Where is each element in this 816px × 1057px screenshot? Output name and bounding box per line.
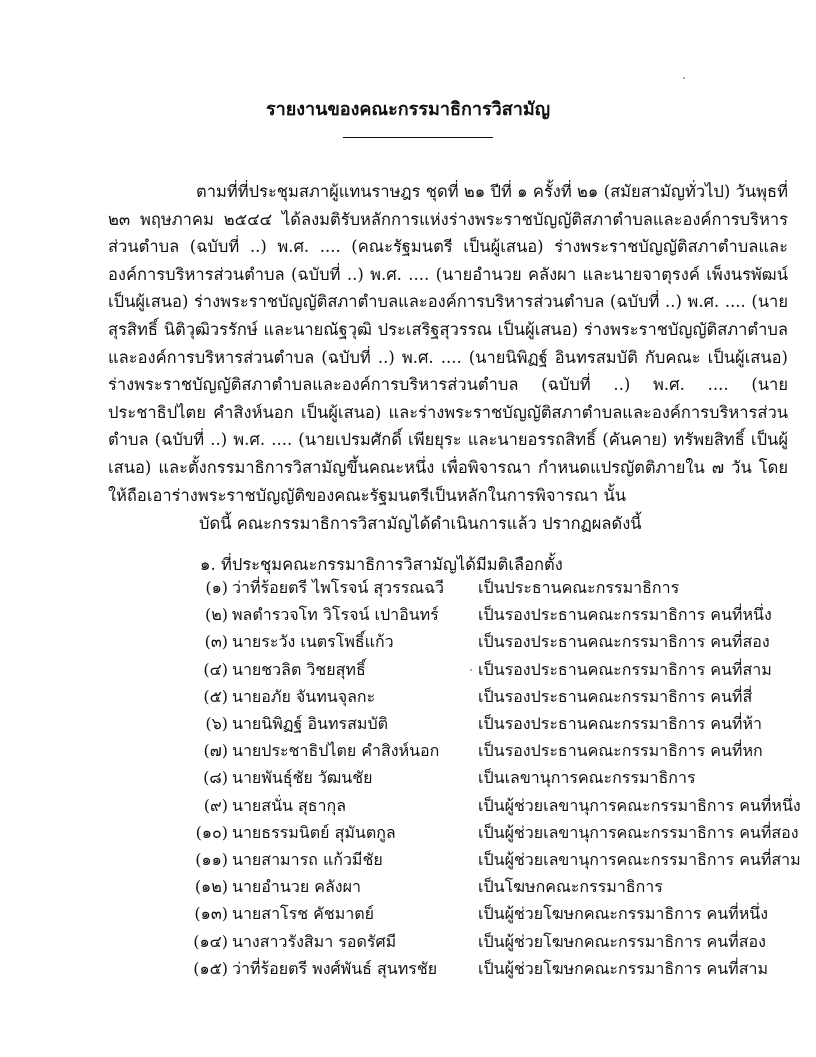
member-row (0, 930, 816, 957)
member-position: เป็นประธานคณะกรรมาธิการ (478, 578, 680, 597)
status-line: บัดนี้ คณะกรรมาธิการวิสามัญได้ดำเนินการแล้ว ปรากฏผลดังนี้ (199, 514, 642, 533)
member-row (0, 766, 816, 793)
member-position: เป็นผู้ช่วยเลขานุการคณะกรรมาธิการ คนที่หนึ่ง (478, 795, 801, 815)
member-row (0, 902, 816, 929)
member-row (0, 603, 816, 630)
member-row (0, 630, 816, 657)
member-number: (๑) (205, 578, 228, 597)
member-row (0, 739, 816, 766)
member-position: เป็นรองประธานคณะกรรมาธิการ คนที่หนึ่ง (478, 605, 772, 625)
member-row (0, 658, 816, 685)
member-position: เป็นผู้ช่วยโฆษกคณะกรรมาธิการ คนที่สาม (478, 958, 769, 978)
scan-speck (470, 669, 472, 671)
member-position: เป็นผู้ช่วยเลขานุการคณะกรรมาธิการ คนที่สอง (478, 822, 799, 842)
member-row (0, 821, 816, 848)
member-name: นายชวลิต วิชยสุทธิ์ (232, 659, 366, 679)
member-position: เป็นโฆษกคณะกรรมาธิการ (478, 877, 663, 897)
member-position: เป็นผู้ช่วยโฆษกคณะกรรมาธิการ คนที่สอง (478, 931, 766, 951)
member-position: เป็นรองประธานคณะกรรมาธิการ คนที่สอง (478, 632, 770, 652)
member-position: เป็นผู้ช่วยโฆษกคณะกรรมาธิการ คนที่หนึ่ง (478, 904, 769, 924)
member-name: นายสนั่น สุธากุล (232, 795, 347, 815)
member-position: เป็นรองประธานคณะกรรมาธิการ คนที่หก (478, 741, 763, 761)
member-name: นายสาโรช คัชมาตย์ (232, 904, 375, 924)
member-number: (๑๑) (195, 850, 228, 869)
member-position: เป็นเลขานุการคณะกรรมาธิการ (478, 768, 696, 788)
member-name: ว่าที่ร้อยตรี ไพโรจน์ สุวรรณฉวี (232, 578, 445, 597)
member-name: นายสามารถ แก้วมีชัย (232, 850, 383, 869)
member-name: นายอภัย จันทนจุลกะ (232, 686, 376, 706)
member-number: (๒) (204, 605, 228, 625)
member-name: นายอำนวย คลังผา (232, 877, 361, 897)
member-name: นายธรรมนิตย์ สุมันตกูล (232, 822, 396, 842)
member-number: (๑๒) (194, 877, 228, 897)
member-row (0, 576, 816, 603)
scan-speck (683, 77, 685, 79)
member-name: นายประชาธิปไตย คำสิงห์นอก (232, 741, 440, 761)
section-1-heading: ๑. ที่ประชุมคณะกรรมาธิการวิสามัญได้มีมติเลือกตั้ง (200, 555, 563, 574)
member-number: (๖) (205, 714, 228, 733)
member-name: นายพันธุ์ชัย วัฒนชัย (232, 768, 373, 788)
member-number: (๑๓) (194, 904, 228, 924)
intro-paragraph: ตามที่ที่ประชุมสภาผู้แทนราษฎร ชุดที่ ๒๑ ปีที่ ๑ ครั้งที่ ๒๑ (สมัยสามัญทั่วไป) วันพุธที่ ๒๓ พฤษภาคม ๒๕๔๔ ได้ลงมติรับหลักการแห่งร่างพระราชบัญญัติสภาตำบลและองค์การบริหารส่วนตำบล (ฉบับที่ ..) พ.ศ. .... (คณะรัฐมนตรี เป็นผู้เสนอ) ร่างพระราชบัญญัติสภาตำบลและองค์การบริหารส่วนตำบล (ฉบับที่ ..) พ.ศ. .... (นายอำนวย คลังผา และนายจาตุรงค์ เพ็งนรพัฒน์ เป็นผู้เสนอ) ร่างพระราชบัญญัติสภาตำบลและองค์การบริหารส่วนตำบล (ฉบับที่ ..) พ.ศ. .... (นายสุรสิทธิ์ นิติวุฒิวรรักษ์ และนายณัฐวุฒิ ประเสริฐสุวรรณ เป็นผู้เสนอ) ร่างพระราชบัญญัติสภาตำบลและองค์การบริหารส่วนตำบล (ฉบับที่ ..) พ.ศ. .... (นายนิพิฏฐ์ อินทรสมบัติ กับคณะ เป็นผู้เสนอ) ร่างพระราชบัญญัติสภาตำบลและองค์การบริหารส่วนตำบล (ฉบับที่ ..) พ.ศ. .... (นายประชาธิปไตย คำสิงห์นอก เป็นผู้เสนอ) และร่างพระราชบัญญัติสภาตำบลและองค์การบริหารส่วนตำบล (ฉบับที่ ..) พ.ศ. .... (นายเปรมศักดิ์ เพียยุระ และนายอรรถสิทธิ์ (คันคาย) ทรัพยสิทธิ์ เป็นผู้เสนอ) และตั้งกรรมาธิการวิสามัญขึ้นคณะหนึ่ง เพื่อพิจารณา กำหนดแปรญัตติภายใน ๗ วัน โดยให้ถือเอาร่างพระราชบัญญัติของคณะรัฐมนตรีเป็นหลักในการพิจารณา นั้น (108, 182, 788, 505)
member-number: (๙) (203, 795, 228, 815)
member-name: นายนิพิฏฐ์ อินทรสมบัติ (232, 714, 388, 733)
member-number: (๗) (203, 741, 228, 761)
member-number: (๘) (203, 768, 228, 788)
member-row (0, 848, 816, 875)
member-position: เป็นรองประธานคณะกรรมาธิการ คนที่สาม (478, 659, 772, 679)
member-number: (๑๔) (193, 931, 228, 951)
member-row (0, 712, 816, 739)
title-underline (343, 137, 493, 138)
member-number: (๑๐) (195, 822, 228, 842)
member-name: นางสาวรังสิมา รอดรัศมี (232, 931, 397, 951)
member-row (0, 957, 816, 984)
member-name: ว่าที่ร้อยตรี พงศ์พันธ์ สุนทรชัย (232, 958, 438, 978)
document-title: รายงานของคณะกรรมาธิการวิสามัญ (265, 99, 551, 120)
member-number: (๔) (203, 659, 228, 679)
member-position: เป็นผู้ช่วยเลขานุการคณะกรรมาธิการ คนที่สาม (478, 850, 801, 869)
member-number: (๑๕) (193, 958, 228, 978)
member-position: เป็นรองประธานคณะกรรมาธิการ คนที่สี่ (478, 686, 753, 706)
member-row (0, 794, 816, 821)
member-name: นายระวัง เนตรโพธิ์แก้ว (232, 632, 394, 652)
member-name: พลตำรวจโท วิโรจน์ เปาอินทร์ (232, 605, 439, 625)
member-row (0, 685, 816, 712)
member-position: เป็นรองประธานคณะกรรมาธิการ คนที่ห้า (478, 714, 762, 733)
member-row (0, 875, 816, 902)
member-number: (๓) (204, 632, 228, 652)
member-number: (๕) (203, 686, 228, 706)
